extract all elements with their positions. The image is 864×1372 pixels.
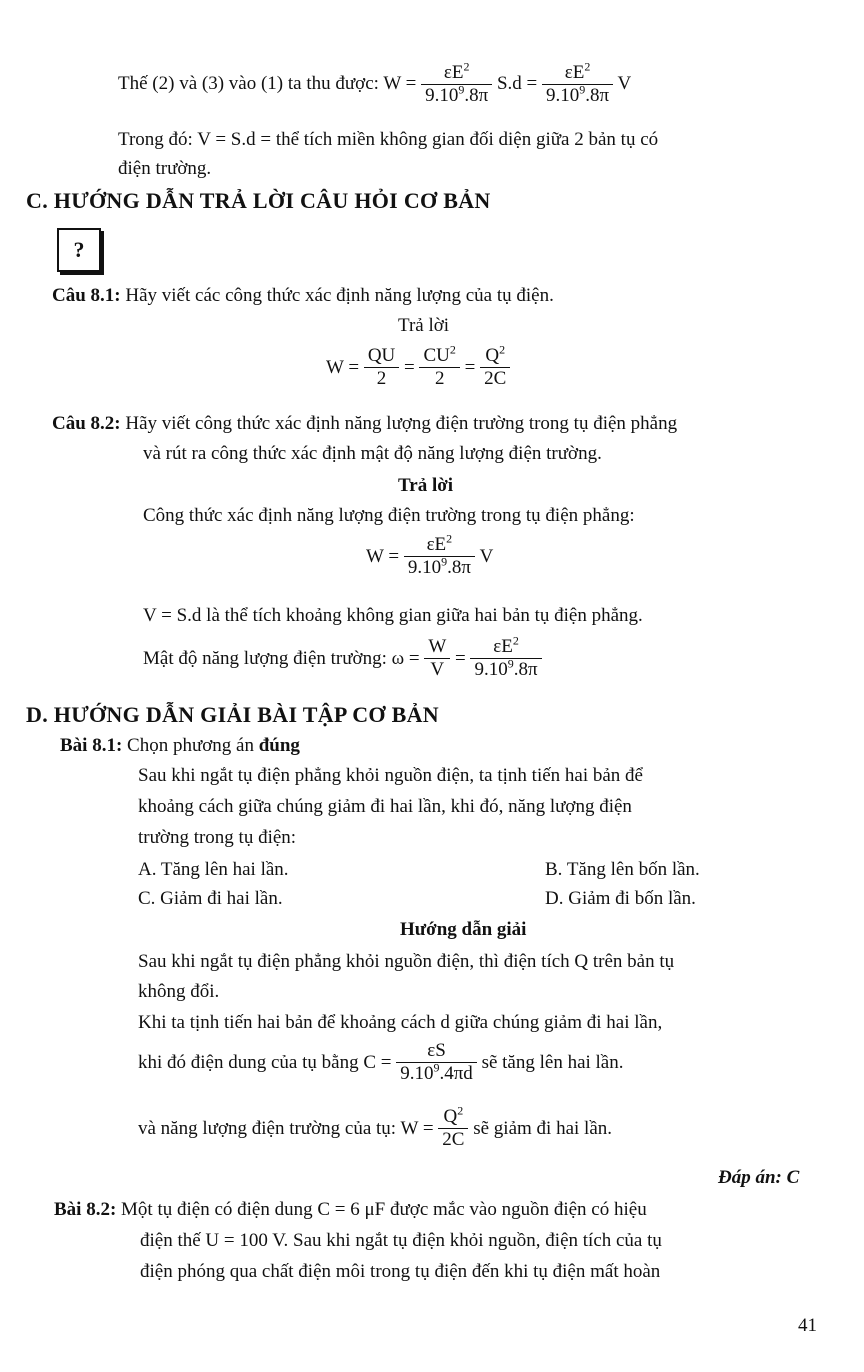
q82-f-den: 9.10 — [407, 557, 442, 578]
q81-f2-num: CU — [423, 345, 450, 366]
b81-w-fraction — [438, 1103, 468, 1151]
b81-option-b: B. Tăng lên bốn lần. — [545, 859, 700, 880]
b81-option-c: C. Giảm đi hai lần. — [138, 888, 283, 909]
q82-v-suffix: V — [479, 545, 494, 567]
q81-fraction-3 — [480, 342, 510, 390]
q81-f3-den: 2C — [484, 368, 507, 389]
b82-line-2: điện thế U = 100 V. Sau khi ngắt tụ điện khỏi nguồn, điện tích của tụ — [140, 1230, 662, 1251]
q82-f-den-exp: 9 — [441, 554, 448, 569]
q82-answer-line-2: V = S.d là thể tích khoảng không gian giữa hai bản tụ điện phẳng. — [143, 605, 643, 626]
b81-c-fraction — [396, 1040, 477, 1085]
b81-option-d: D. Giảm đi bốn lần. — [545, 888, 696, 909]
q81-eq-2: = — [464, 356, 476, 378]
q82-f-den-tail: .8π — [447, 557, 471, 578]
q81-f2-num-exp: 2 — [449, 342, 456, 357]
b81-g4-prefix: khi đó điện dung của tụ bằng C = — [138, 1051, 392, 1073]
q81-f3-num: Q — [485, 345, 500, 366]
q81-f1-num: QU — [364, 345, 399, 368]
q82-f-num-exp: 2 — [446, 531, 453, 546]
q82-answer-heading: Trả lời — [398, 475, 454, 496]
q81-f2-den: 2 — [434, 368, 445, 389]
b81-c-num: εS — [396, 1040, 477, 1063]
b81-line-3: trường trong tụ điện: — [138, 827, 297, 848]
q82-d2-num-exp: 2 — [512, 633, 519, 648]
q81-f1-den: 2 — [376, 368, 387, 389]
top-f1-den-exp: 9 — [458, 82, 465, 97]
top-f2-den-tail: .8π — [585, 85, 610, 106]
q82-line-1 — [52, 412, 677, 436]
q82-density-fraction-2 — [470, 633, 541, 681]
top-f1-den-tail: .8π — [464, 85, 489, 106]
top-f1-den: 9.10 — [425, 85, 459, 106]
b81-guide-line-4 — [138, 1040, 624, 1085]
top-fraction-2 — [542, 59, 613, 107]
question-mark-icon: ? — [57, 228, 101, 272]
b81-w-num: Q — [443, 1106, 458, 1127]
b81-label: Bài 8.1: — [60, 735, 123, 756]
b81-c-den: 9.10 — [400, 1063, 434, 1084]
q81-formula — [326, 342, 510, 390]
top-line-3: điện trường. — [118, 158, 212, 179]
q82-answer-line-1: Công thức xác định năng lượng điện trường trong tụ điện phẳng: — [143, 505, 635, 526]
q82-text-1: Hãy viết công thức xác định năng lượng điện trường trong tụ điện phẳng — [125, 413, 678, 434]
top-f2-den-exp: 9 — [579, 82, 586, 97]
b81-g5-prefix: và năng lượng điện trường của tụ: W = — [138, 1117, 434, 1139]
b81-guide-heading: Hướng dẫn giải — [400, 919, 527, 940]
section-c-heading: C. HƯỚNG DẪN TRẢ LỜI CÂU HỎI CƠ BẢN — [26, 188, 491, 213]
q82-d1-num: W — [424, 636, 450, 659]
top-formula-prefix: Thế (2) và (3) vào (1) ta thu được: W = — [118, 72, 417, 94]
b81-option-a: A. Tăng lên hai lần. — [138, 859, 289, 880]
b81-prompt-bold: đúng — [258, 735, 300, 756]
q81-f3-num-exp: 2 — [499, 342, 506, 357]
page-number: 41 — [798, 1315, 817, 1336]
b81-prompt-line — [60, 734, 300, 758]
q82-d2-den-tail: .8π — [513, 659, 538, 680]
top-f2-num: εE — [564, 62, 585, 83]
b81-c-den-exp: 9 — [433, 1060, 440, 1075]
q82-density-line — [143, 633, 542, 681]
q81-w-eq: W = — [326, 356, 360, 378]
q82-d2-num: εE — [493, 636, 513, 657]
top-f1-num-exp: 2 — [463, 59, 470, 74]
b81-answer: Đáp án: C — [718, 1167, 800, 1188]
b81-guide-line-1: Sau khi ngắt tụ điện phẳng khỏi nguồn điện, thì điện tích Q trên bản tụ — [138, 951, 675, 972]
b81-w-den: 2C — [442, 1129, 465, 1150]
q82-w-eq: W = — [366, 545, 400, 567]
q81-fraction-2 — [419, 342, 459, 390]
b81-line-2: khoảng cách giữa chúng giảm đi hai lần, khi đó, năng lượng điện — [138, 796, 632, 817]
b81-g4-suffix: sẽ tăng lên hai lần. — [481, 1051, 624, 1073]
b82-label: Bài 8.2: — [54, 1199, 117, 1220]
top-f2-num-exp: 2 — [584, 59, 591, 74]
q81-answer-heading: Trả lời — [398, 315, 450, 336]
q81-eq-1: = — [404, 356, 415, 378]
top-f2-den: 9.10 — [546, 85, 580, 106]
b81-guide-line-5 — [138, 1103, 613, 1151]
top-sd-suffix: S.d = — [496, 72, 538, 94]
section-d-heading: D. HƯỚNG DẪN GIẢI BÀI TẬP CƠ BẢN — [26, 702, 439, 727]
q82-d2-den-exp: 9 — [507, 656, 514, 671]
b81-line-1: Sau khi ngắt tụ điện phẳng khỏi nguồn điện, ta tịnh tiến hai bản để — [138, 765, 643, 786]
q82-d2-den: 9.10 — [474, 659, 508, 680]
q82-density-fraction-1 — [424, 636, 450, 681]
top-formula-line — [118, 59, 632, 107]
top-v-suffix: V — [617, 72, 632, 94]
top-f1-num: εE — [443, 62, 464, 83]
b82-line-3: điện phóng qua chất điện môi trong tụ điện đến khi tụ điện mất hoàn — [140, 1261, 661, 1282]
q82-f-num: εE — [426, 534, 447, 555]
q82-density-prefix: Mật độ năng lượng điện trường: ω = — [143, 647, 420, 669]
b81-w-num-exp: 2 — [457, 1103, 464, 1118]
b81-prompt-prefix: Chọn phương án — [127, 735, 254, 756]
q81-line — [52, 284, 554, 308]
b81-guide-line-3: Khi ta tịnh tiến hai bản để khoảng cách d giữa chúng giảm đi hai lần, — [138, 1012, 663, 1033]
q82-fraction-w — [404, 531, 475, 579]
b82-line-1 — [54, 1198, 647, 1222]
b82-text-1: Một tụ điện có điện dung C = 6 μF được mắc vào nguồn điện có hiệu — [121, 1199, 647, 1220]
q82-line-2: và rút ra công thức xác định mật độ năng lượng điện trường. — [143, 443, 602, 464]
q81-fraction-1 — [364, 345, 399, 390]
top-fraction-1 — [421, 59, 492, 107]
q82-formula-w — [366, 531, 494, 579]
q82-d1-den: V — [430, 659, 445, 680]
b81-g5-suffix: sẽ giảm đi hai lần. — [473, 1117, 613, 1139]
b81-guide-line-2: không đổi. — [138, 981, 220, 1002]
b81-c-den-tail: .4πd — [439, 1063, 473, 1084]
q81-label: Câu 8.1: — [52, 285, 121, 306]
q81-text: Hãy viết các công thức xác định năng lượng của tụ điện. — [125, 285, 554, 306]
top-line-2: Trong đó: V = S.d = thể tích miền không gian đối diện giữa 2 bản tụ có — [118, 129, 659, 150]
q82-density-eq: = — [455, 647, 466, 669]
q82-label: Câu 8.2: — [52, 413, 121, 434]
